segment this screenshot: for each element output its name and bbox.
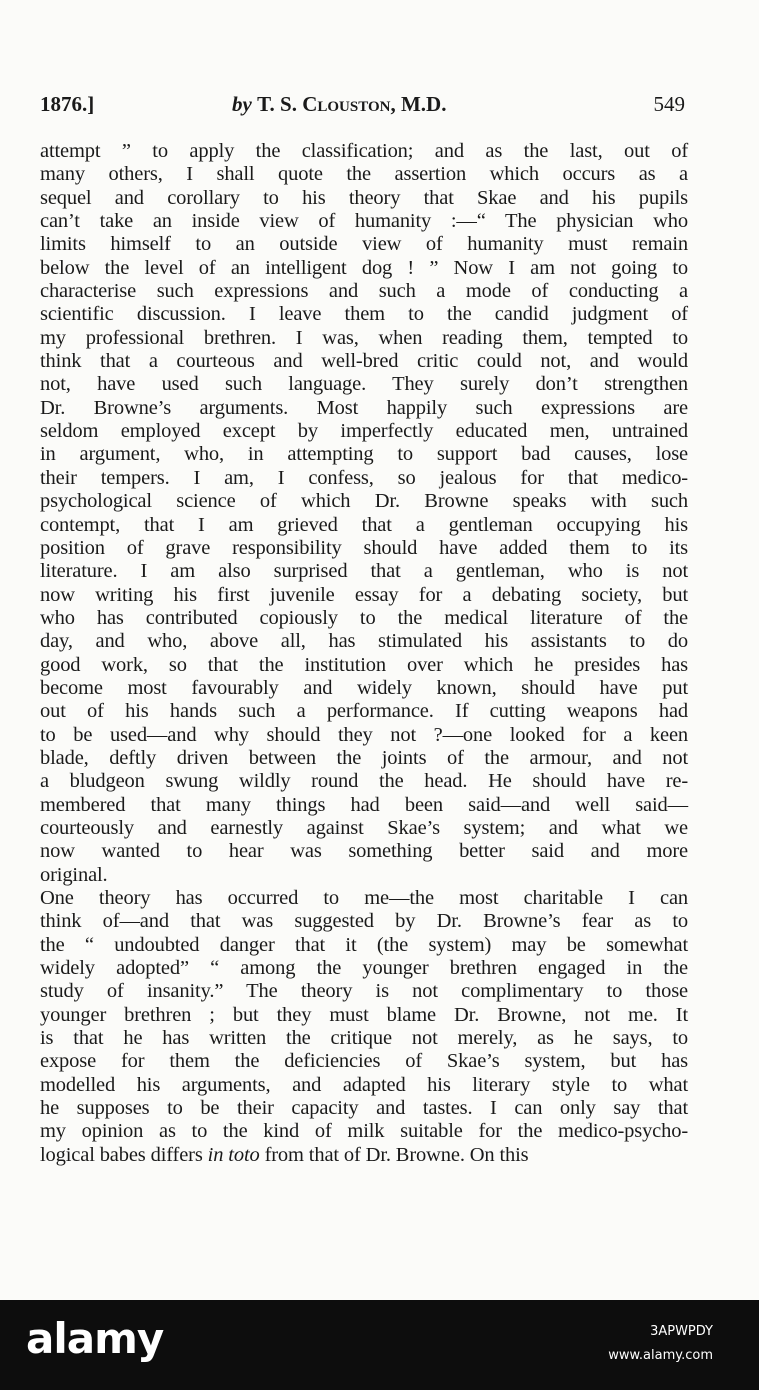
text-line: expose for them the deficiencies of Skae’s system, but has [40, 1050, 688, 1073]
alamy-logo: alamy [26, 1314, 164, 1363]
text-line: he supposes to be their capacity and tastes. I can only say that [40, 1097, 688, 1120]
italic-phrase: in toto [207, 1143, 260, 1166]
text-line: contempt, that I am grieved that a gentleman occupying his [40, 513, 688, 536]
text-line: good work, so that the institution over which he presides has [40, 653, 688, 676]
text-line: characterise such expressions and such a mode of conducting a [40, 280, 688, 303]
text-line: the “ undoubted danger that it (the system) may be somewhat [40, 933, 688, 956]
text-line: attempt ” to apply the classification; and as the last, out of [40, 140, 688, 162]
text-line: to be used—and why should they not ?—one looked for a keen [40, 723, 688, 746]
text-segment: logical babes differs [40, 1143, 208, 1166]
text-line: now writing his first juvenile essay for a debating society, but [40, 583, 688, 606]
image-id: 3APWPDY [650, 1324, 713, 1339]
text-line: a bludgeon swung wildly round the head. He should have re- [40, 770, 688, 793]
text-line: Dr. Browne’s arguments. Most happily such expressions are [40, 396, 688, 419]
text-line: who has contributed copiously to the medical literature of the [40, 606, 688, 629]
header-title [232, 92, 446, 117]
text-line: study of insanity.” The theory is not complimentary to those [40, 980, 688, 1003]
page-number: 549 [653, 92, 685, 116]
text-line: not, have used such language. They surely don’t strengthen [40, 373, 688, 396]
text-line: now wanted to hear was something better said and more [40, 840, 688, 863]
text-segment: from that of Dr. Browne. On this [259, 1143, 529, 1166]
text-line: courteously and earnestly against Skae’s system; and what we [40, 816, 688, 839]
text-line: widely adopted” “ among the younger brethren engaged in the [40, 957, 688, 980]
text-line: limits himself to an outside view of humanity must remain [40, 233, 688, 256]
text-line: in argument, who, in attempting to support bad causes, lose [40, 443, 688, 466]
text-line: think that a courteous and well-bred critic could not, and would [40, 350, 688, 373]
text-line: my opinion as to the kind of milk suitable for the medico-psycho- [40, 1120, 688, 1143]
watermark-banner [0, 1300, 759, 1390]
text-line: blade, deftly driven between the joints of the armour, and not [40, 746, 688, 769]
text-line: my professional brethren. I was, when reading them, tempted to [40, 326, 688, 349]
text-line: psychological science of which Dr. Browne speaks with such [40, 490, 688, 513]
text-line: day, and who, above all, has stimulated his assistants to do [40, 630, 688, 653]
text-line: original. [40, 863, 108, 886]
banner-url: www.alamy.com [608, 1348, 713, 1363]
text-line: position of grave responsibility should have added them to its [40, 536, 688, 559]
text-line: out of his hands such a performance. If cutting weapons had [40, 700, 688, 723]
text-line: their tempers. I am, I confess, so jealous for that medico- [40, 466, 688, 489]
text-line: many others, I shall quote the assertion which occurs as a [40, 163, 688, 186]
text-line: think of—and that was suggested by Dr. Browne’s fear as to [40, 910, 688, 933]
text-line: membered that many things had been said—and well said— [40, 793, 688, 816]
text-line: can’t take an inside view of humanity :—“ The physician who [40, 210, 688, 233]
text-line: literature. I am also surprised that a gentleman, who is not [40, 560, 688, 583]
header-year: 1876.] [40, 92, 95, 116]
text-line: below the level of an intelligent dog ! ” Now I am not going to [40, 256, 688, 279]
text-line: is that he has written the critique not merely, as he says, to [40, 1027, 688, 1050]
body-text [40, 140, 688, 1167]
text-line: sequel and corollary to his theory that Skae and his pupils [40, 186, 688, 209]
text-line: One theory has occurred to me—the most charitable I can [40, 887, 688, 909]
text-line: scientific discussion. I leave them to the candid judgment of [40, 303, 688, 326]
text-line: become most favourably and widely known, should have put [40, 676, 688, 699]
text-line [40, 1144, 688, 1167]
text-line: modelled his arguments, and adapted his literary style to what [40, 1073, 688, 1096]
header-by: by [232, 92, 252, 116]
text-line: seldom employed except by imperfectly educated men, untrained [40, 420, 688, 443]
header-author: T. S. Clouston, M.D. [257, 92, 447, 116]
text-line: younger brethren ; but they must blame Dr. Browne, not me. It [40, 1003, 688, 1026]
running-head [40, 92, 685, 116]
